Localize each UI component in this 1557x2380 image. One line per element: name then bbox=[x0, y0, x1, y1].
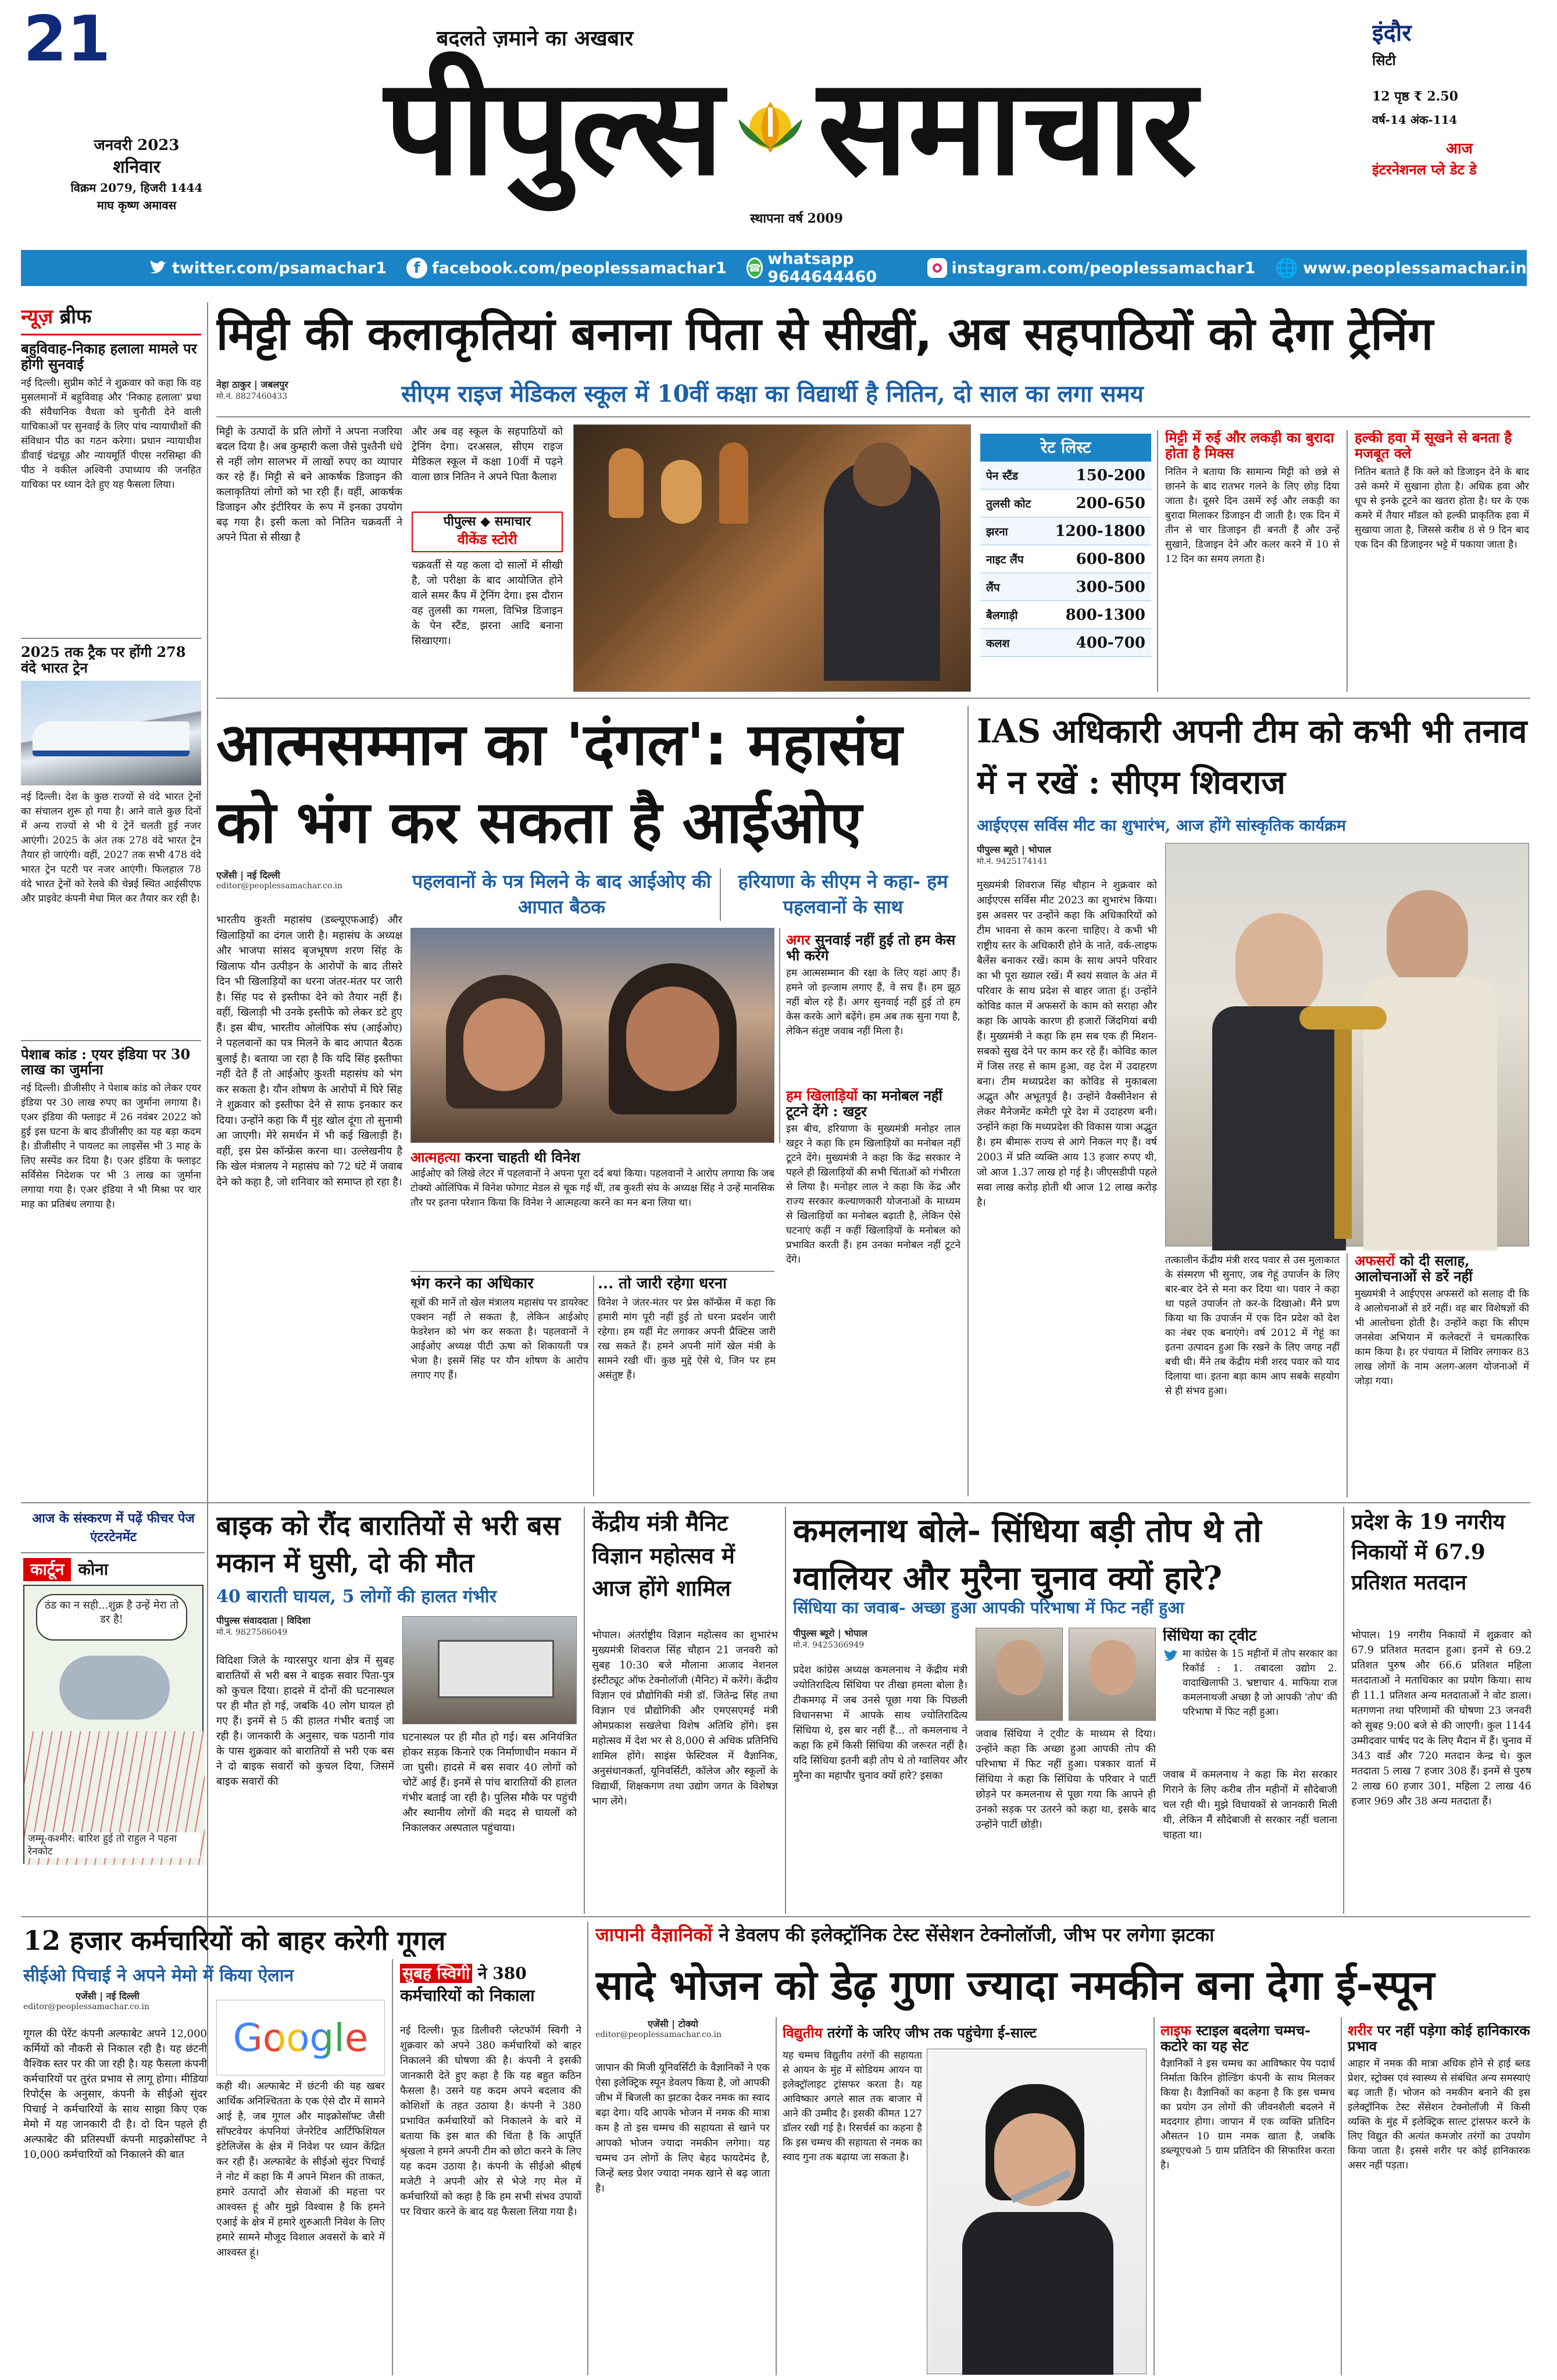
date-tithi: माघ कृष्ण अमावस bbox=[97, 198, 177, 212]
date-month: जनवरी 2023 bbox=[94, 137, 180, 154]
date-number: 21 bbox=[23, 8, 110, 76]
spoon-byline: एजेंसी | टोक्यो editor@peoplessamachar.co.in bbox=[595, 2018, 722, 2039]
google-logo: Google bbox=[216, 2000, 385, 2075]
bike-subhead: 40 बाराती घायल, 5 लोगों की हालत गंभीर bbox=[216, 1586, 497, 1607]
masthead-emblem-icon bbox=[727, 84, 814, 171]
masthead-tagline: बदलते ज़माने का अखबार bbox=[436, 26, 634, 51]
news-brief-label: न्यूज़ ब्रीफ bbox=[21, 305, 92, 328]
google-col-2: कही थी। अल्फाबेट में छंटनी की यह खबर आर्थिक अनिश्चितता के एक ऐसे दौर में सामने आई है, जब गूगल और माइक्रोसॉफ्ट जैसी सॉफ्टवेयर कंपनियां जेनरेटिव आर्टिफिशियल इंटेलिजेंस के क्षेत्र में निवेश पर ध्यान केंद्रित कर रही हैं। अल्फाबेट के सीईओ सुंदर पिचाई ने नोट में कहा कि मैं अपने मिशन की ताकत, हमारे उत्पादों और सेवाओं की महत्ता पर आश्वस्त हूं और मुझे विश्वास है कि हमने एआई के क्षेत्र में हमारे शुरुआती निवेश के लिए हमारे सामने मौजूद विशाल अवसरों के बारे में आश्वस्त हूं। bbox=[216, 2081, 385, 2259]
ias-subhead: आईएएस सर्विस मीट का शुभारंभ, आज होंगे सांस्कृतिक कार्यक्रम bbox=[977, 817, 1346, 835]
twitter-icon bbox=[1163, 1649, 1179, 1663]
scindia-tweet: सिंधिया का ट्वीट मा कांग्रेस के 15 महीनों में तोप सरकार का रिकॉर्ड : 1. तबादला उद्योग 2. वादाखिलाफी 3. भ्रष्टाचार 4. माफिया राज कमलनाथजी अच्छा है जो आपकी 'तोप' की परिभाषा में फिट नहीं हुआ। bbox=[1163, 1628, 1337, 1718]
masthead-founded: स्थापना वर्ष 2009 bbox=[750, 211, 843, 226]
rate-item: तुलसी कोट bbox=[986, 497, 1031, 510]
rate-price: 600-800 bbox=[1076, 550, 1145, 568]
kamal-col-2: जवाब सिंधिया ने ट्वीट के माध्यम से दिया। उन्होंने कहा कि अच्छा हुआ आपकी तोप की परिभाषा में फिट नहीं हुआ। पत्रकार वार्ता में सिंधिया ने कहा कि सिंधिया के परिवार ने पार्टी छोड़ने पर कमलनाथ से पूछा गया कि आपने ही उनको सड़क पर उतरने को कहा था, इसके बाद उन्होंने पार्टी छोड़ी। bbox=[976, 1728, 1156, 1831]
ias-headline: IAS अधिकारी अपनी टीम को कभी भी तनाव में न रखें : सीएम शिवराज bbox=[977, 712, 1527, 802]
art-col-2-bottom: चक्रवर्ती से यह कला दो सालों में सीखी है, जो परीक्षा के बाद आयोजित होने वाले समर कैंप में ट्रेनिंग देगा। इस दौरान वह तुलसी का गमला, विभिन्न डिजाइन के पेन स्टैंड, झरना आदि बनाना सिखाएगा। bbox=[412, 559, 563, 647]
shivraj-lamp-photo bbox=[1165, 843, 1529, 1246]
masthead-title-right: समाचार bbox=[817, 50, 1197, 205]
wrestle-byline: एजेंसी | नई दिल्ली editor@peoplessamachar.co.in bbox=[216, 870, 342, 891]
manit-text: भोपाल। अंतर्राष्ट्रीय विज्ञान महोत्सव का शुभारंभ मुख्यमंत्री शिवराज सिंह चौहान 21 जनवरी को सुबह 10:30 बजे मौलाना आजाद नेशनल इंस्टीट्यूट ऑफ टेक्नोलॉजी (मैनिट) में करेंगे। केंद्रीय विज्ञान एवं प्रौद्योगिकी मंत्री डॉ. जितेन्द्र सिंह तथा विज्ञान एवं प्रौद्योगिकी और एमएसएमई मंत्री ओमप्रकाश सखलेचा विशेष अतिथि होंगे। इस महोत्सव में देश भर से 8,000 से अधिक प्रतिनिधि शामिल होंगे। साइंस फेस्टिवल में वैज्ञानिक, अनुसंधानकर्ता, यूनिवर्सिटी, कॉलेज और स्कूलों के विद्यार्थी, शिक्षकगण तथा उद्योग जगत के विशेषज्ञ भाग लेंगे। bbox=[592, 1629, 778, 1807]
today-text: इंटरनेशनल प्ले डेट डे bbox=[1372, 161, 1477, 178]
edition-city: इंदौर bbox=[1372, 19, 1412, 47]
edition-pages-price: 12 पृष्ठ ₹ 2.50 bbox=[1372, 89, 1458, 104]
art-col-1: मिट्टी के उत्पादों के प्रति लोगों ने अपना नजरिया बदल दिया है। अब कुम्हारी कला जैसे पुश्तैनी धंधे से नहीं लोग सालभर में लाखों रुपए का व्यापार कर रहे हैं। मिट्टी से बने आकर्षक डिजाइन की कलाकृतियां लोगों को भा रही हैं। वहीं, आकर्षक डिजाइन और इंटीरियर के रूप में इनका उपयोग बढ़ गया है। इसी कला को नितिन चक्रवर्ती ने अपने पिता से सीखा है bbox=[216, 426, 402, 544]
google-col-1: गूगल की पेरेंट कंपनी अल्फाबेट अपने 12,000 कर्मियों को नौकरी से निकाल रही है। यह छंटनी वैश्विक स्तर पर की जा रही है। यह फैसला कंपनी कर्मचारियों पर तुरंत प्रभाव से लागू होगा। मीडिया रिपोर्ट्स के अनुसार, कंपनी के सीईओ सुंदर पिचाई ने कर्मचारियों के साथ साझा किए एक मेमो में यह जानकारी दी है। दो दिन पहले ही अल्फाबेट की प्रतिस्पर्धी कंपनी माइक्रोसॉफ्ट ने 10,000 कर्मचारियों को निकालने की बात bbox=[23, 2028, 207, 2161]
vande-bharat-photo bbox=[21, 681, 201, 785]
bike-col-1: विदिशा जिले के ग्यारसपुर थाना क्षेत्र में सुबह बारातियों से भरी बस ने बाइक सवार पिता-पुत्र को कुचल दिया। हादसे में दोनों की घटनास्थल पर ही मौत हो गई, जबकि 40 लोग घायल हो गए हैं। इनमें से 5 की हालत गंभीर बताई जा रही है। जानकारी के अनुसार, चक पठानी गांव के पास शुक्रवार को बारातियों से भरी एक बस ने दो बाइक सवारों को कुचल दिया, जिसमें बाइक सवारों की bbox=[216, 1654, 394, 1788]
cartoon-bubble: ठंड का न सही...शुक्र है उन्हें मेरा तो डर है! bbox=[36, 1594, 187, 1641]
bus-accident-photo bbox=[402, 1616, 577, 1724]
brief-text-3: नई दिल्ली। डीजीसीए ने पेशाब कांड को लेकर एयर इंडिया पर 30 लाख रुपए का जुर्माना लगाया है। एअर इंडिया की फ्लाइट में 26 नवंबर 2022 को हुई इस घटना के बाद डीजीसीए का यह बड़ा कदम है। डीजीसीए ने पायलट का लाइसेंस भी 3 माह के लिए सस्पेंड कर दिया है। एअर इंडिया के फ्लाइट सर्विसेस निदेशक पर भी 3 लाख का जुर्माना लगाया गया है। एअर इंडिया ने भी मिश्रा पर चार माह का प्रतिबंध लगाया है। bbox=[21, 1082, 201, 1211]
rate-item: नाइट लैंप bbox=[986, 553, 1024, 566]
cartoon-caption: जम्मू-कश्मीर: बारिश हुई तो राहुल ने पहना रेनकोट bbox=[28, 1832, 200, 1858]
ias-byline: पीपुल्स ब्यूरो | भोपाल मो.नं. 9425174141 bbox=[977, 844, 1051, 866]
rate-row bbox=[980, 629, 1151, 657]
cartoon-image bbox=[23, 1585, 203, 1864]
edition-volume: वर्ष-14 अंक-114 bbox=[1372, 113, 1458, 127]
swiggy-text: नई दिल्ली। फूड डिलीवरी प्लेटफॉर्म स्विगी ने शुक्रवार को अपने 380 कर्मचारियों को बाहर निकालने की घोषणा की है। कंपनी ने इसकी जानकारी देते हुए कहा है कि यह बहुत कठिन फैसला है। उसने यह कदम अपने बदलाव की कोशिशों के तहत उठाया है। कंपनी ने 380 प्रभावित कर्मचारियों को निकालने के बारे में बताया कि इस बात की चिंता है कि आपूर्ति श्रृंखला ने हमने अपनी टीम को छोटा करने के लिए यह कदम उठाया है। कंपनी के सीईओ श्रीहर्ष मजेटी ने अपनी ओर से भेजे गए मेल में कर्मचारियों को कहा है कि हम सभी संभव उपायों पर विचार करने के बाद यह फैसला लिया गया है। bbox=[400, 2025, 581, 2218]
news-brief-column bbox=[21, 302, 201, 1500]
rate-row bbox=[980, 601, 1151, 629]
spoon-box-head: विद्युतीय तरंगों के जरिए जीभ तक पहुंचेगा ई-साल्ट bbox=[783, 2024, 1037, 2041]
masthead-title-left: पीपुल्स bbox=[384, 50, 724, 205]
rate-row bbox=[980, 545, 1151, 573]
art-side-1: मिट्टी में रुई और लकड़ी का बुरादा होता है मिक्स नितिन ने बताया कि सामान्य मिट्टी को छन्ने से छानने के बाद रातभर गलने के लिए छोड़ दिया जाता है। दूसरे दिन उसमें रुई और लकड़ी का बुरादा मिलाकर डिजाइन दी जाती है। एक दिन में तीन से चार डिजाइन ही बनती हैं और उन्हें सुखाने, डिजाइन देने और कलर करने में 10 से 12 दिन का समय लगता है। bbox=[1165, 430, 1340, 565]
wrestle-sec-1: भंग करने का अधिकार सूत्रों की मानें तो खेल मंत्रालय महासंघ पर डायरेक्ट एक्शन नहीं ले सकता है, लेकिन आईओए फेडरेशन को भंग कर सकता है। पहलवानों ने आईओए अध्यक्ष पीटी ऊषा को शिकायती पत्र भेजा है। इसमें सिंह पर यौन शोषण के आरोप लगाए गए हैं। bbox=[410, 1275, 588, 1382]
social-item-facebook[interactable]: f facebook.com/peoplessamachar1 bbox=[406, 258, 727, 278]
masthead-date-lines bbox=[70, 135, 203, 240]
brief-headline-3: पेशाब कांड : एयर इंडिया पर 30 लाख का जुर्माना bbox=[21, 1045, 191, 1078]
masthead-title bbox=[262, 41, 1320, 215]
google-headline: 12 हजार कर्मचारियों को बाहर करेगी गूगल bbox=[23, 1925, 446, 1956]
date-samvat: विक्रम 2079, हिजरी 1444 bbox=[70, 181, 203, 195]
edition-name: सिटी bbox=[1372, 52, 1396, 69]
ias-box: अफसरों को दी सलाह, आलोचनाओं से डरें नहीं मुख्यमंत्री ने आईएएस अफसरों को सलाह दी कि वे आलोचनाओं से डरें नहीं। वह बार विशेषज्ञों की भी आलोचना होती है। उन्होंने कहा कि सीएम जनसेवा अभियान में कलेक्टरों ने चमत्कारिक काम किया है। हर पंचायत में शिविर लगाकर 83 लाख लोगों के नाम अलग-अलग योजनाओं में जोड़ा गया। bbox=[1355, 1253, 1529, 1387]
spoon-headline: सादे भोजन को डेढ़ गुणा ज्यादा नमकीन बना देगा ई-स्पून bbox=[595, 1961, 1435, 2009]
art-col-2-top: और अब वह स्कूल के सहपाठियों को ट्रेनिंग देगा। दरअसल, सीएम राइज मेडिकल स्कूल में कक्षा 10वीं में पढ़ने वाला छात्र नितिन ने अपने पिता कैलाश bbox=[412, 426, 563, 483]
rate-price: 300-500 bbox=[1076, 578, 1145, 596]
nagar-text: भोपाल। 19 नगरीय निकायों में शुक्रवार को 67.9 प्रतिशत मतदान हुआ। इनमें से 69.2 प्रतिशत पुरुष और 66.6 प्रतिशत महिला मतदाताओं ने मताधिकार का प्रयोग किया। साथ ही 11.1 प्रतिशत अन्य मतदाताओं ने वोट डाला। मतगणना तथा परिणामों की घोषणा 23 जनवरी को सुबह 9:00 बजे से की जाएगी। कुल 1144 उम्मीदवार पार्षद पद के लिए मैदान में हैं। चुनाव में 343 वार्ड और 720 मतदान केन्द्र थे। कुल मतदाता 5 लाख 7 हजार 308 हैं। इनमें से पुरुष 2 लाख 60 हजार 301, महिला 2 लाख 46 हजार 969 और 38 अन्य मतदाता हैं। bbox=[1351, 1629, 1531, 1807]
swiggy-headline: सुबह स्विगी ने 380 कर्मचारियों को निकाला bbox=[400, 1964, 535, 2005]
brief-text-2: नई दिल्ली। देश के कुछ राज्यों से वंदे भारत ट्रेनों का संचालन शुरू हो गया है। आने वाले कुछ दिनों में अन्य राज्यों से भी ये ट्रेनें चलती हुई नजर आएंगी। 2025 के अंत तक 278 वंदे भारत ट्रेन तैयार हो जाएंगी। वहीं, 2027 तक सभी 478 वंदे भारत ट्रेन पटरी पर नजर आएंगी। फिलहाल 78 वंदे भारत ट्रेनों को रेलवे की चेन्नई स्थित आईसीएफ और प्राइवेट कंपनी मेधा मिल कर तैयार कर रही है। bbox=[21, 791, 201, 905]
rate-price: 400-700 bbox=[1076, 634, 1145, 652]
weekend-story-tag: पीपुल्स ◆ समाचार वीकेंड स्टोरी bbox=[412, 512, 563, 552]
wrestle-headline: आत्मसम्मान का 'दंगल': महासंघ को भंग कर सकता है आईओए bbox=[216, 710, 902, 856]
rate-price: 200-650 bbox=[1076, 494, 1145, 512]
rate-row bbox=[980, 573, 1151, 601]
rate-price: 1200-1800 bbox=[1055, 522, 1145, 540]
ias-col-1: मुख्यमंत्री शिवराज सिंह चौहान ने शुक्रवार को आईएएस सर्विस मीट 2023 का शुभारंभ किया। इस अवसर पर उन्होंने कहा कि अधिकारियों को टीम भावना से काम करना चाहिए। वे कभी भी राष्ट्रीय स्तर के अधिकारी होने के नाते, वर्क-लाइफ बैलेंस बनाकर रखें। काम के साथ अपने परिवार का भी पूरा ख्याल रखें। मैं स्वयं सवाल के अंत में परिवार के साथ प्रदेश से बाहर जाता हूं। उन्होंने कोविड काल में अफसरों के काम को सराहा और कहा कि आपके कारण ही हजारों जिंदगियां बची हैं। मुख्यमंत्री ने कहा कि हम सब एक ही मिशन-सबको सुख देने पर काम कर रहे हैं। कोविड काल में जिस तरह से काम हुआ, वह देश में उदाहरण बना। टीम मध्यप्रदेश का कोविड से मुकाबला अद्भुत और अभूतपूर्व है। उन्होंने वैक्सीनेशन से लेकर मैनेजमेंट कमेटी पूरे देश में उदाहरण बनी। उन्होंने कहा कि मध्यप्रदेश की विकास यात्रा अद्भुत है। हम बीमारू राज्य से आगे निकल गए हैं। वर्ष 2003 में प्रति व्यक्ति आय 13 हजार रुपए थी, जो आज 1.37 लाख हो गई है। जीएसडीपी पहले सवा लाख करोड़ होती थी आज 12 लाख करोड़ है। bbox=[977, 880, 1157, 1209]
bike-headline: बाइक को रौंद बारातियों से भरी बस मकान में घुसी, दो की मौत bbox=[216, 1510, 560, 1578]
google-byline: एजेंसी | नई दिल्ली editor@peoplessamachar.co.in bbox=[23, 1991, 149, 2011]
rate-row bbox=[980, 462, 1151, 489]
nagar-headline: प्रदेश के 19 नगरीय निकायों में 67.9 प्रतिशत मतदान bbox=[1351, 1510, 1505, 1595]
wrestlers-photo bbox=[410, 928, 774, 1143]
wrestle-col-1: भारतीय कुश्ती महासंघ (डब्ल्यूएफआई) और खिलाड़ियों का दंगल जारी है। महासंघ के अध्यक्ष और भाजपा सांसद बृजभूषण शरण सिंह के खिलाफ यौन उत्पीड़न के आरोपों के बाद तीसरे दिन भी खिलाड़ियों का धरना जंतर-मंतर पर जारी है। सिंह पद से इस्तीफा देने को तैयार नहीं हैं। वहीं, खिलाड़ी भी उनके इस्तीफे को लेकर डटे हुए हैं। इस बीच, भारतीय ओलंपिक संघ (आईओए) ने पहलवानों का पत्र मिलने के बाद आपात बैठक बुलाई है। बताया जा रहा है कि यदि सिंह इस्तीफा नहीं देते हैं तो आईओए कुश्ती महासंघ को भंग कर सकता है। यौन शोषण के आरोपों में घिरे सिंह ने शुक्रवार को इस्तीफा देने से साफ इनकार कर दिया। उन्होंने कहा कि मैं मुंह खोल दूंगा तो सुनामी आ जाएगी। मेरे समर्थन में भी कई खिलाड़ी हैं। वहीं, इस प्रेस कॉन्फ्रेंस करना था। उल्लेखनीय है कि खेल मंत्रालय ने महासंघ को 72 घंटे में जवाब देने को कहा है, जो शनिवार को समाप्त हो रहा है। bbox=[216, 914, 402, 1188]
spoon-box-text: यह चम्मच विद्युतीय तरंगों की सहायता से आयन के मुंह में सोडियम आयन या इलेक्ट्रॉलाइट ट्रांसफर करता है। यह आविष्कार अगले साल तक बाजार में आने की उम्मीद है। इसकी कीमत 127 डॉलर रखी गई है। रिसर्चर्स का कहना है कि इस चम्मच की सहायता से नमक का स्वाद गुना तक बढ़ाया जा सकता है। bbox=[783, 2050, 922, 2163]
kamal-col-3: जवाब में कमलनाथ ने कहा कि मेरा सरकार गिराने के लिए करीब तीन महीनों में सौदेबाजी चल रही थी। मुझे विधायकों से जानकारी मिली थी, लेकिन मैं सौदेबाजी से सरकार नहीं चलाना चाहता था। bbox=[1163, 1769, 1337, 1841]
kamalnath-photo bbox=[976, 1628, 1063, 1721]
social-item-instagram[interactable]: instagram.com/peoplessamachar1 bbox=[927, 258, 1256, 278]
wrestle-caption: आत्महत्या करना चाहती थी विनेश आईओए को लिखे लेटर में पहलवानों ने अपना पूरा दर्द बयां किया। पहलवानों ने आरोप लगाया कि जब टोक्यो ओलिंपिक में विनेश फोगाट मेडल से चूक गई थीं, तब कुश्ती संघ के अध्यक्ष सिंह ने उन्हें मानसिक तौर पर इतना परेशान किया कि विनेश ने आत्महत्या करने का मन बना लिया था। bbox=[410, 1149, 774, 1209]
art-headline: मिट्टी की कलाकृतियां बनाना पिता से सीखीं, अब सहपाठियों को देगा ट्रेनिंग bbox=[216, 308, 1434, 360]
rate-price: 800-1300 bbox=[1065, 606, 1145, 624]
wrestle-box-1: अगर सुनवाई नहीं हुई तो हम केस भी करेंगे हम आत्मसम्मान की रक्षा के लिए यहां आए हैं। हमने जो इल्जाम लगाए हैं, वे सच हैं। हम झूठ नहीं बोल रहे हैं। अगर सुनवाई नहीं हुई तो हम केस करके आगे बढ़ेंगे। हम अब तक सुना गया है, लेकिन संतुष्ट जवाब नहीं मिला है। bbox=[786, 932, 960, 1037]
bike-col-2: घटनास्थल पर ही मौत हो गई। बस अनियंत्रित होकर सड़क किनारे एक निर्माणाधीन मकान में जा घुसी। हादसे में बस सवार 40 लोगों को चोटें आई हैं। इनमें से पांच बारातियों की हालत गंभीर बताई जा रही है। पुलिस मौके पर पहुंची और स्थानीय लोगों की मदद से घायलों को निकालकर अस्पताल पहुंचाया। bbox=[402, 1731, 577, 1834]
ias-col-2: तत्कालीन केंद्रीय मंत्री शरद पवार से उस मुलाकात के संस्मरण भी सुनाए, जब गेहूं उपार्जन के लिए बार-बार देने से मना कर दिया था। पवार ने कहा था पहले उपार्जन तो कर-के दिखाओ। मैंने प्रण किया था कि उपार्जन में एक दिन प्रदेश को देश का नंबर एक बनाएंगे। वर्ष 2012 में गेहूं का इतना उत्पादन हुआ कि रखने के लिए जगह नहीं बची थी। मैंने तब केंद्रीय मंत्री शरद पवार को याद दिलाया था। इतना बड़ा काम आप सबके सहयोग से ही संभव हुआ। bbox=[1165, 1255, 1340, 1397]
brief-text-1: नई दिल्ली। सुप्रीम कोर्ट ने शुक्रवार को कहा कि वह मुसलमानों में बहुविवाह और 'निकाह हलाला' प्रथा की संवैधानिक वैधता को चुनौती देने वाली याचिकाओं पर सुनवाई के लिए पांच न्यायाधीशों की संविधान पीठ का गठन करेगा। प्रधान न्यायाधीश डीवाई चंद्रचूड़ और न्यायमूर्ति पीएस नरसिम्हा की पीठ ने वकील अश्विनी उपाध्याय की जनहित याचिका पर ध्यान देते हुए यह फैसला लिया। bbox=[21, 377, 201, 491]
rate-item: बैलगाड़ी bbox=[986, 609, 1018, 622]
spoon-side-1: लाइफ स्टाइल बदलेगा चम्मच-कटोरे का यह सेट वैज्ञानिकों ने इस चम्मच का आविष्कार पेय पदार्थ निर्माता किरिन होल्डिंग कंपनी के साथ मिलकर किया है। वैज्ञानिकों का कहना है कि इस चम्मच का प्रयोग उन लोगों की जीवनशैली बदलने में मददगार होगा। जापान में एक व्यक्ति प्रतिदिन औसतन 10 ग्राम नमक खाता है, जबकि डब्ल्यूएचओ 5 ग्राम प्रतिदिन की सिफारिश करता है। bbox=[1160, 2023, 1335, 2171]
cartoon-label: कार्टून कोना bbox=[23, 1558, 203, 1581]
rate-list bbox=[980, 434, 1151, 666]
rate-row bbox=[980, 517, 1151, 545]
kamal-byline: पीपुल्स ब्यूरो | भोपाल मो.नं. 9425366949 bbox=[793, 1628, 867, 1650]
brief-headline-2: 2025 तक ट्रैक पर होंगी 278 वंदे भारत ट्रेन bbox=[21, 643, 186, 676]
kamal-col-1: प्रदेश कांग्रेस अध्यक्ष कमलनाथ ने केंद्रीय मंत्री ज्योतिरादित्य सिंधिया पर तीखा हमला बोला है। टीकमगढ़ में जब उनसे पूछा गया कि पिछली विधानसभा में आपके साथ ज्योतिरादित्य सिंधिया थे, इस बार नहीं हैं... तो कमलनाथ ने कहा कि हमें किसी सिंधिया की जरूरत नहीं है। यदि सिंधिया इतनी बड़ी तोप थे तो ग्वालियर और मुरैना का महापौर चुनाव क्यों हारे? इसका bbox=[793, 1664, 967, 1782]
rate-price: 150-200 bbox=[1076, 466, 1145, 484]
rate-row bbox=[980, 489, 1151, 517]
spoon-col-1: जापान की मिजी यूनिवर्सिटी के वैज्ञानिकों ने एक ऐसा इलेक्ट्रिक स्पून डेवलप किया है, जो आपकी जीभ में बिजली का झटका देकर नमक का स्वाद बढ़ा देगा। यदि आपके भोजन में नमक की मात्रा कम है तो इस चम्मच की सहायता से खाने पर आपको भोजन ज्यादा नमकीन लगेगा। यह चम्मच उन लोगों के लिए बेहद फायदेमंद है, जिन्हें ब्लड प्रेशर ज्यादा नमक खाने से बढ़ जाता है। bbox=[595, 2062, 770, 2195]
social-item-whatsapp[interactable]: ☎ whatsapp 9644644460 bbox=[747, 250, 908, 286]
kamal-headline: कमलनाथ बोले- सिंधिया बड़ी तोप थे तो ग्वालियर और मुरैना चुनाव क्यों हारे? bbox=[793, 1511, 1262, 1598]
social-item-website[interactable]: 🌐 www.peoplessamachar.in bbox=[1275, 257, 1527, 279]
art-subhead: सीएम राइज मेडिकल स्कूल में 10वीं कक्षा का विद्यार्थी है नितिन, दो साल का लगा समय bbox=[401, 380, 1144, 408]
manit-headline: केंद्रीय मंत्री मैनिट विज्ञान महोत्सव में आज होंगे शामिल bbox=[592, 1510, 735, 1601]
whatsapp-icon: ☎ bbox=[747, 258, 763, 278]
scindia-photo bbox=[1069, 1628, 1156, 1721]
spoon-side-2: शरीर पर नहीं पड़ेगा कोई हानिकारक प्रभाव आहार में नमक की मात्रा अधिक होने से हाई ब्लड प्रेशर, स्ट्रोक्स एवं स्वास्थ्य से संबंधित अन्य समस्याएं बढ़ जाती हैं। भोजन को नमकीन बनाने की इस इलेक्ट्रॉनिक टेस्ट सेंसेशन टेक्नोलॉजी में किसी व्यक्ति के मुंह में इलेक्ट्रिक साल्ट ट्रांसफर करने के लिए विद्युत की अत्यंत कमजोर तरंगों का उपयोग किया जाता है। इससे शरीर पर कोई हानिकारक असर नहीं पड़ता। bbox=[1348, 2023, 1530, 2171]
brief-headline-1: बहुविवाह-निकाह हलाला मामले पर होगी सुनवाई bbox=[21, 340, 197, 373]
kamal-subhead: सिंधिया का जवाब- अच्छा हुआ आपकी परिभाषा में फिट नहीं हुआ bbox=[793, 1598, 1184, 1617]
social-bar bbox=[21, 250, 1527, 286]
art-side-2: हल्की हवा में सूखने से बनता है मजबूत क्ले नितिन बताते हैं कि क्ले को डिजाइन देने के बाद उसे कमरे में सुखाना होता है। अधिक हवा और धूप से इनके टूटने का खतरा होता है। घर के एक कमरे में तैयार मॉडल को हल्की प्राकृतिक हवा में सुखाया जाता है, जिससे करीब 8 से 9 दिन बाद एक दिन की डिजाइनर भट्टे में पकाया जाता है। bbox=[1355, 430, 1529, 551]
rate-item: पेन स्टैंड bbox=[986, 469, 1019, 483]
google-subhead: सीईओ पिचाई ने अपने मेमो में किया ऐलान bbox=[23, 1966, 294, 1986]
social-item-twitter[interactable]: twitter.com/psamachar1 bbox=[149, 259, 387, 277]
masthead-edition-block bbox=[1372, 17, 1547, 250]
wrestle-sec-2: ... तो जारी रहेगा धरना विनेश ने जंतर-मंतर पर प्रेस कॉन्फ्रेंस में कहा कि हमारी मांग पूरी नहीं हुई तो धरना प्रदर्शन जारी रहेगा। हम यहीं मेट लगाकर अपनी प्रैक्टिस जारी रख सकते हैं। हमने अपनी मांगें खेल मंत्री के सामने रखी थीं। कुछ मुद्दे ऐसे थे, जिन पर हम असंतुष्ट हैं। bbox=[598, 1275, 776, 1382]
art-byline: नेहा ठाकुर | जबलपुर मो.नं. 8827460433 bbox=[216, 379, 288, 401]
wrestle-box-2: हम खिलाड़ियों का मनोबल नहीं टूटने देंगे : खट्टर इस बीच, हरियाणा के मुख्यमंत्री मनोहर लाल खट्टर ने कहा कि हम खिलाड़ियों का मनोबल नहीं टूटने देंगे। मुख्यमंत्री ने कहा कि केंद्र सरकार ने पहले ही खिलाड़ियों की सभी चिंताओं को गंभीरता से लिया है। मनोहर लाल ने कहा कि केंद्र और राज्य सरकार कल्याणकारी योजनाओं के माध्यम से खिलाड़ियों का मनोबल बढ़ाती है, लेकिन ऐसे घटनाएं कहीं न कहीं खिलाड़ियों के मनोबल को प्रभावित करती हैं। हम उनका मनोबल नहीं टूटने देंगे। bbox=[786, 1088, 960, 1266]
pottery-photo bbox=[573, 424, 971, 692]
e-spoon-photo bbox=[927, 2049, 1147, 2374]
date-day: शनिवार bbox=[113, 157, 160, 177]
entertainment-note: आज के संस्करण में पढ़ें फीचर पेज एंटरटेनमेंट bbox=[32, 1511, 195, 1545]
wrestle-sub-2: हरियाणा के सीएम ने कहा- हम पहलवानों के साथ bbox=[738, 870, 948, 918]
rate-item: लैंप bbox=[986, 581, 1000, 594]
rate-item: कलश bbox=[986, 637, 1010, 650]
twitter-icon bbox=[149, 260, 167, 276]
instagram-icon bbox=[927, 258, 947, 278]
globe-icon: 🌐 bbox=[1275, 257, 1299, 279]
rate-item: झरना bbox=[986, 525, 1008, 538]
today-label: आज bbox=[1446, 140, 1473, 158]
facebook-icon: f bbox=[406, 258, 427, 278]
spoon-kicker: जापानी वैज्ञानिकों ने डेवलप की इलेक्ट्रॉनिक टेस्ट सेंसेशन टेक्नोलॉजी, जीभ पर लगेगा झटका bbox=[595, 1924, 1215, 1946]
rate-list-title: रेट लिस्ट bbox=[980, 434, 1151, 462]
bike-byline: पीपुल्स संवाददाता | विदिशा मो.नं. 9827586049 bbox=[216, 1615, 311, 1637]
wrestle-sub-1: पहलवानों के पत्र मिलने के बाद आईओए की आपात बैठक bbox=[412, 870, 712, 918]
